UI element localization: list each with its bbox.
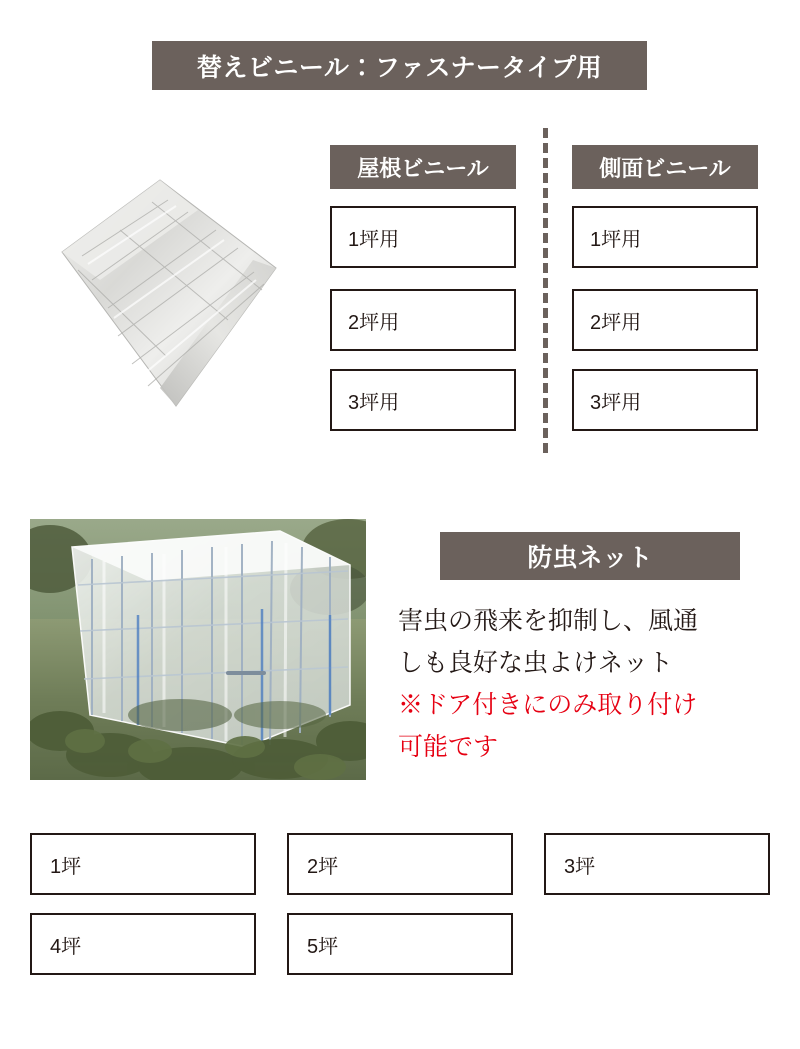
column-header-side-vinyl: 側面ビニール — [572, 145, 758, 189]
option-side-3tsubo[interactable]: 3坪用 — [572, 369, 758, 431]
option-roof-3tsubo[interactable]: 3坪用 — [330, 369, 516, 431]
column-header-roof-vinyl: 屋根ビニール — [330, 145, 516, 189]
size-option-3tsubo[interactable]: 3坪 — [544, 833, 770, 895]
size-option-4tsubo[interactable]: 4坪 — [30, 913, 256, 975]
description-line-2: しも良好な虫よけネット — [398, 649, 674, 677]
option-side-2tsubo[interactable]: 2坪用 — [572, 289, 758, 351]
option-roof-1tsubo[interactable]: 1坪用 — [330, 206, 516, 268]
column-divider — [543, 128, 548, 453]
size-option-5tsubo[interactable]: 5坪 — [287, 913, 513, 975]
warning-line-2: 可能です — [398, 733, 499, 761]
size-option-1tsubo[interactable]: 1坪 — [30, 833, 256, 895]
replacement-vinyl-photo — [48, 160, 288, 410]
insect-net-photo — [30, 519, 366, 780]
size-option-2tsubo[interactable]: 2坪 — [287, 833, 513, 895]
description-line-1: 害虫の飛来を抑制し、風通 — [398, 607, 699, 635]
section-title-replacement-vinyl: 替えビニール：ファスナータイプ用 — [152, 41, 647, 90]
option-side-1tsubo[interactable]: 1坪用 — [572, 206, 758, 268]
option-roof-2tsubo[interactable]: 2坪用 — [330, 289, 516, 351]
section-title-insect-net: 防虫ネット — [440, 532, 740, 580]
insect-net-description — [398, 600, 758, 768]
warning-line-1: ※ドア付きにのみ取り付け — [398, 691, 698, 719]
